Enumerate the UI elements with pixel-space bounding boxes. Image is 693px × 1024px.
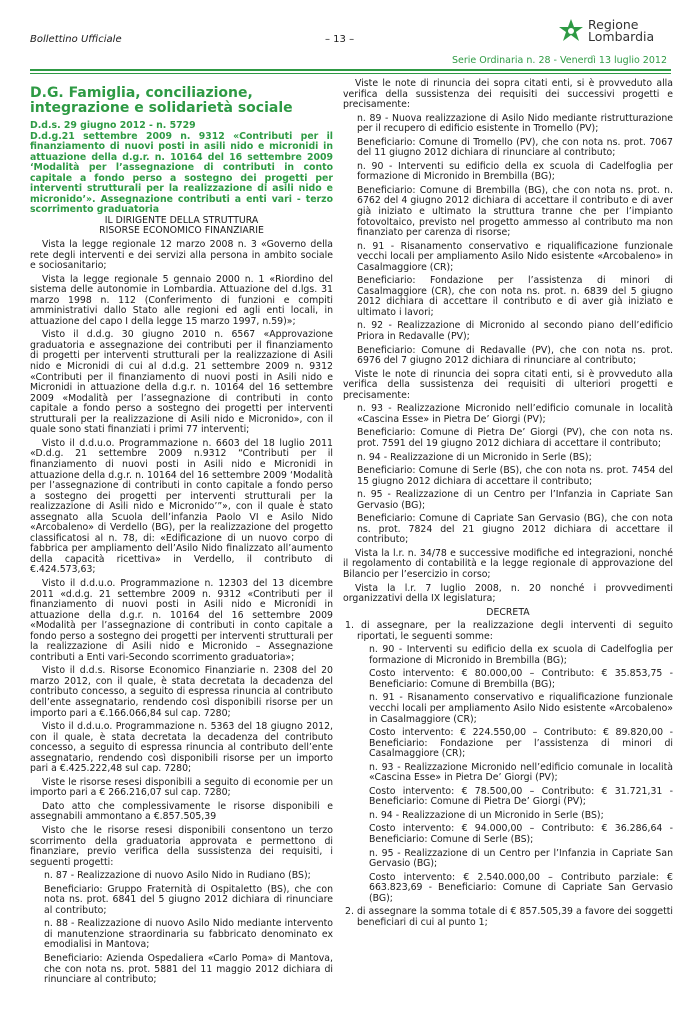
list-item: n. 91 - Risanamento conservativo e riqualificazione funzionale vecchi locali per ampliamento Asilo Nido esistente «Arcobaleno» in Casalmaggiore (CR); [369, 692, 673, 725]
list-item: Beneficiario: Comune di Tromello (PV), che con nota ns. prot. 7067 del 11 giugno 2012 dichiara di rinunciare al contributo; [357, 136, 673, 159]
list-item: n. 90 - Interventi su edificio della ex scuola di Cadelfoglia per formazione di Micronido in Brembilla (BG); [369, 644, 673, 666]
decree-header [30, 121, 333, 216]
dirigente-line-1: IL DIRIGENTE DELLA STRUTTURA [104, 214, 259, 226]
list-item: n. 94 - Realizzazione di un Micronido in Serle (BS); [369, 809, 604, 821]
paragraph: Visto il d.d.u.o. Programmazione n. 12303 del 13 dicembre 2011 «d.d.g. 21 settembre 2009 n. 9312 «Contributi per il finanziamento di nuovi posti in Asili nido e Micronidi in attuazione della d.g.r. n. 10164 del 16 settembre 2009 «Modalità per l’assegnazione di contributi in conto capitale a fondo perso a sostegno dei progetti per interventi strutturali per la realizzazione di Asili nido e Micronido – Assegnazione contributi a Enti vari-Secondo scorrimento graduatoria»; [30, 577, 333, 663]
decree-point: 2. di assegnare la somma totale di € 857.505,39 a favore dei soggetti beneficiari di cui al punto 1; [345, 906, 673, 928]
header-rule-thin [30, 73, 671, 74]
logo-line-1: Regione [588, 17, 639, 32]
serie-ordinaria: Serie Ordinaria n. 28 - Venerdì 13 luglio 2012 [451, 55, 667, 66]
list-item: n. 88 - Realizzazione di nuovo Asilo Nido mediante intervento di manutenzione straordinaria su fabbricato denominato ex emodialisi in Mantova; [44, 918, 333, 951]
list-item: n. 93 - Realizzazione Micronido nell’edificio comunale in località «Cascina Esse» in Pietra De’ Giorgi (PV); [369, 761, 673, 784]
paragraph: Dato atto che complessivamente le risorse disponibili e assegnabili ammontano a €.857.505,39 [30, 800, 333, 823]
right-column [343, 79, 673, 931]
list-item: Costo intervento: € 78.500,00 – Contributo: € 31.721,31 - Beneficiario: Comune di Pietra De’ Giorgi (PV); [369, 785, 673, 808]
bulletin-title: Bollettino Ufficiale [30, 34, 122, 45]
list-item: Beneficiario: Fondazione per l’assistenza di minori di Casalmaggiore (CR), che con nota ns. prot. n. 6839 del 5 giugno 2012 dichiara di accettare il contributo e di aver già iniziato e ultimato i lavori; [357, 275, 673, 318]
paragraph: Vista la l.r. n. 34/78 e successive modifiche ed integrazioni, nonché il regolamento di contabilità e la legge regionale di approvazione del Bilancio per l’esercizio in corso; [343, 547, 673, 580]
decree-subject: D.d.g.21 settembre 2009 n. 9312 «Contributi per il finanziamento di nuovi posti in asili nido e micronidi in attuazione della d.g.r. n. 10164 del 16 settembre 2009 ‘Modalità per l’assegnazione di contributi in conto capitale a fondo perso a sostegno dei progetti per interventi strutturali per la realizzazione di asili nido e micronido’». Assegnazione contributi a enti vari - terzo scorrimento graduatoria [30, 130, 333, 216]
list-item: Beneficiario: Comune di Capriate San Gervasio (BG), che con nota ns. prot. 7824 del 21 giugno 2012 dichiara di accettare il contributo; [357, 513, 673, 546]
list-item: n. 94 - Realizzazione di un Micronido in Serle (BS); [357, 451, 592, 463]
list-item: n. 91 - Risanamento conservativo e riqualificazione funzionale vecchi locali per ampliamento Asilo Nido esistente «Arcobaleno» in Casalmaggiore (CR); [357, 240, 673, 273]
regione-lombardia-logo [558, 18, 668, 50]
list-item: Beneficiario: Comune di Pietra De’ Giorgi (PV), che con nota ns. prot. 7591 del 19 giugno 2012 dichiara di accettare il contributo; [357, 427, 673, 449]
decree-ref: D.d.s. 29 giugno 2012 - n. 5729 [30, 120, 196, 131]
list-item: n. 89 - Nuova realizzazione di Asilo Nido mediante ristrutturazione per il recupero di edificio esistente in Tromello (PV); [357, 112, 673, 135]
header-rule [30, 69, 671, 71]
paragraph: Visto il d.d.u.o. Programmazione n. 5363 del 18 giugno 2012, con il quale, è stata decretata la decadenza del contributo concesso, a seguito di espressa rinuncia al contributo dell’ente assegnatario, rendendo così disponibili risorse per un importo pari a €.425.222,48 sul cap. 7280; [30, 721, 333, 775]
left-column [30, 78, 333, 989]
paragraph: Vista la legge regionale 12 marzo 2008 n. 3 «Governo della rete degli interventi e dei servizi alla persona in ambito sociale e sociosanitario; [30, 239, 333, 272]
paragraph: Visto il d.d.s. Risorse Economico Finanziarie n. 2308 del 20 marzo 2012, con il quale, è stata decretata la decadenza del contributo concesso, a seguito di espressa rinuncia al contributo dell’ente assegnatario, rendendo così disponibili risorse per un importo pari a €.166.066,84 sul cap. 7280; [30, 665, 333, 719]
list-item: Beneficiario: Comune di Serle (BS), che con nota ns. prot. 7454 del 15 giugno 2012 dichiara di accettare il contributo; [357, 465, 673, 487]
paragraph: Viste le note di rinuncia dei sopra citati enti, si è provveduto alla verifica della sussistenza dei requisiti dei successivi progetti e precisamente: [343, 78, 673, 111]
paragraph: Visto il d.d.u.o. Programmazione n. 6603 del 18 luglio 2011 «D.d.g. 21 settembre 2009 n.9312 “Contributi per il finanziamento di nuovi posti in Asili nido e Micronidi in attuazione della d.g.r. n. 10164 del 16 settembre 2009 ‘Modalità per l’assegnazione di contributi in conto capitale a fondo perso a sostegno dei progetti per interventi strutturali per la realizzazione di Asili nido e Micronido’”», con il quale è stato assegnato alla Scuola dell’infanzia Paolo VI e Asilo Nido «Arcobaleno» di Verdello (BG), per la realizzazione del progetto classificatosi al n. 78, di: «Edificazione di un nuovo corpo di fabbrica per ampliamento dell’Asilo Nido finalizzato all’aumento della capacità ricettiva» in Verdello, il contributo di €.424.573,63; [30, 437, 333, 576]
paragraph: Viste le risorse resesi disponibili a seguito di economie per un importo pari a € 266.216,07 sul cap. 7280; [30, 776, 333, 799]
paragraph: Vista la legge regionale 5 gennaio 2000 n. 1 «Riordino del sistema delle autonomie in Lombardia. Attuazione del d.lgs. 31 marzo 1998 n. 112 (Conferimento di funzioni e compiti amministrativi dallo Stato alle regioni ed agli enti locali, in attuazione del capo I della legge 15 marzo 1997, n.59)»; [30, 273, 333, 327]
list-item: n. 93 - Realizzazione Micronido nell’edificio comunale in località «Cascina Esse» in Pietra De’ Giorgi (PV); [357, 403, 673, 425]
list-item: Beneficiario: Comune di Brembilla (BG), che con nota ns. prot. n. 6762 del 4 giugno 2012 dichiara di accettare il contributo e di aver già iniziato e ultimato la struttura tranne che per l’impianto fotovoltaico, previsto nel progetto ammesso al contributo ma non finanziato per carenza di risorse; [357, 184, 673, 239]
list-item: n. 87 - Realizzazione di nuovo Asilo Nido in Rudiano (BS); [44, 870, 311, 882]
list-item: Costo intervento: € 224.550,00 – Contributo: € 89.820,00 - Beneficiario: Fondazione per l’assistenza di minori di Casalmaggiore (CR); [369, 727, 673, 760]
paragraph: Vista la l.r. 7 luglio 2008, n. 20 nonché i provvedimenti organizzativi della IX legislatura; [343, 582, 673, 605]
decreta-heading: DECRETA [486, 606, 530, 618]
list-item: Costo intervento: € 94.000,00 – Contributo: € 36.286,64 - Beneficiario: Comune di Serle (BS); [369, 823, 673, 845]
paragraph: Visto il d.d.g. 30 giugno 2010 n. 6567 «Approvazione graduatoria e assegnazione dei contributi per il finanziamento di progetti per interventi strutturali per la realizzazione di Asili nido e Micronidi di cui al d.d.g. 21 settembre 2009 n. 9312 «Contributi per il finanziamento di nuovi posti in Asili nido e Micronidi in attuazione della d.g.r. n. 10164 del 16 settembre 2009 «Modalità per l’assegnazione di contributi in conto capitale a fondo perso a sostegno dei progetti per interventi strutturali per la realizzazione di Asili nido e Micronido», con il quale sono stati finanziati i primi 77 interventi; [30, 329, 333, 436]
list-item: Beneficiario: Comune di Redavalle (PV), che con nota ns. prot. 6976 del 7 giugno 2012 dichiara di rinunciare al contributo; [357, 344, 673, 367]
dirigente-line-2: RISORSE ECONOMICO FINANZIARIE [99, 225, 264, 237]
page-number: – 13 – [325, 34, 355, 45]
list-item: n. 95 - Realizzazione di un Centro per l’Infanzia in Capriate San Gervasio (BG); [369, 847, 673, 870]
logo-line-2: Lombardia [588, 29, 655, 44]
section-title: D.G. Famiglia, conciliazione, integrazione e solidarietà sociale [30, 85, 293, 116]
paragraph: Viste le note di rinuncia dei sopra citati enti, si è provveduto alla verifica della sussistenza dei requisiti di ulteriori progetti e precisamente: [343, 368, 673, 401]
list-item: n. 90 - Interventi su edificio della ex scuola di Cadelfoglia per formazione di Micronido in Brembilla (BG); [357, 160, 673, 183]
list-item: Beneficiario: Azienda Ospedaliera «Carlo Poma» di Mantova, che con nota ns. prot. 5881 del 11 maggio 2012 dichiara di rinunciare al contributo; [44, 953, 333, 986]
decree-point: 1. di assegnare, per la realizzazione degli interventi di seguito riportati, le seguenti somme: [345, 620, 673, 642]
list-item: Costo intervento: € 2.540.000,00 – Contributo parziale: € 663.823,69 - Beneficiario: Comune di Capriate San Gervasio (BG); [369, 871, 673, 904]
regione-lombardia-emblem-icon [558, 18, 584, 46]
list-item: Costo intervento: € 80.000,00 – Contributo: € 35.853,75 - Beneficiario: Comune di Brembilla (BG); [369, 668, 673, 690]
paragraph: Visto che le risorse resesi disponibili consentono un terzo scorrimento della graduatoria approvata e permettono di finanziare, previo verifica della sussistenza dei requisiti, i seguenti progetti: [30, 825, 333, 868]
list-item: Beneficiario: Gruppo Fraternità di Ospitaletto (BS), che con nota ns. prot. 6841 del 5 giugno 2012 dichiara di rinunciare al contributo; [44, 883, 333, 916]
list-item: n. 92 - Realizzazione di Micronido al secondo piano dell’edificio Priora in Redavalle (PV); [357, 320, 673, 343]
list-item: n. 95 - Realizzazione di un Centro per l’Infanzia in Capriate San Gervasio (BG); [357, 489, 673, 511]
